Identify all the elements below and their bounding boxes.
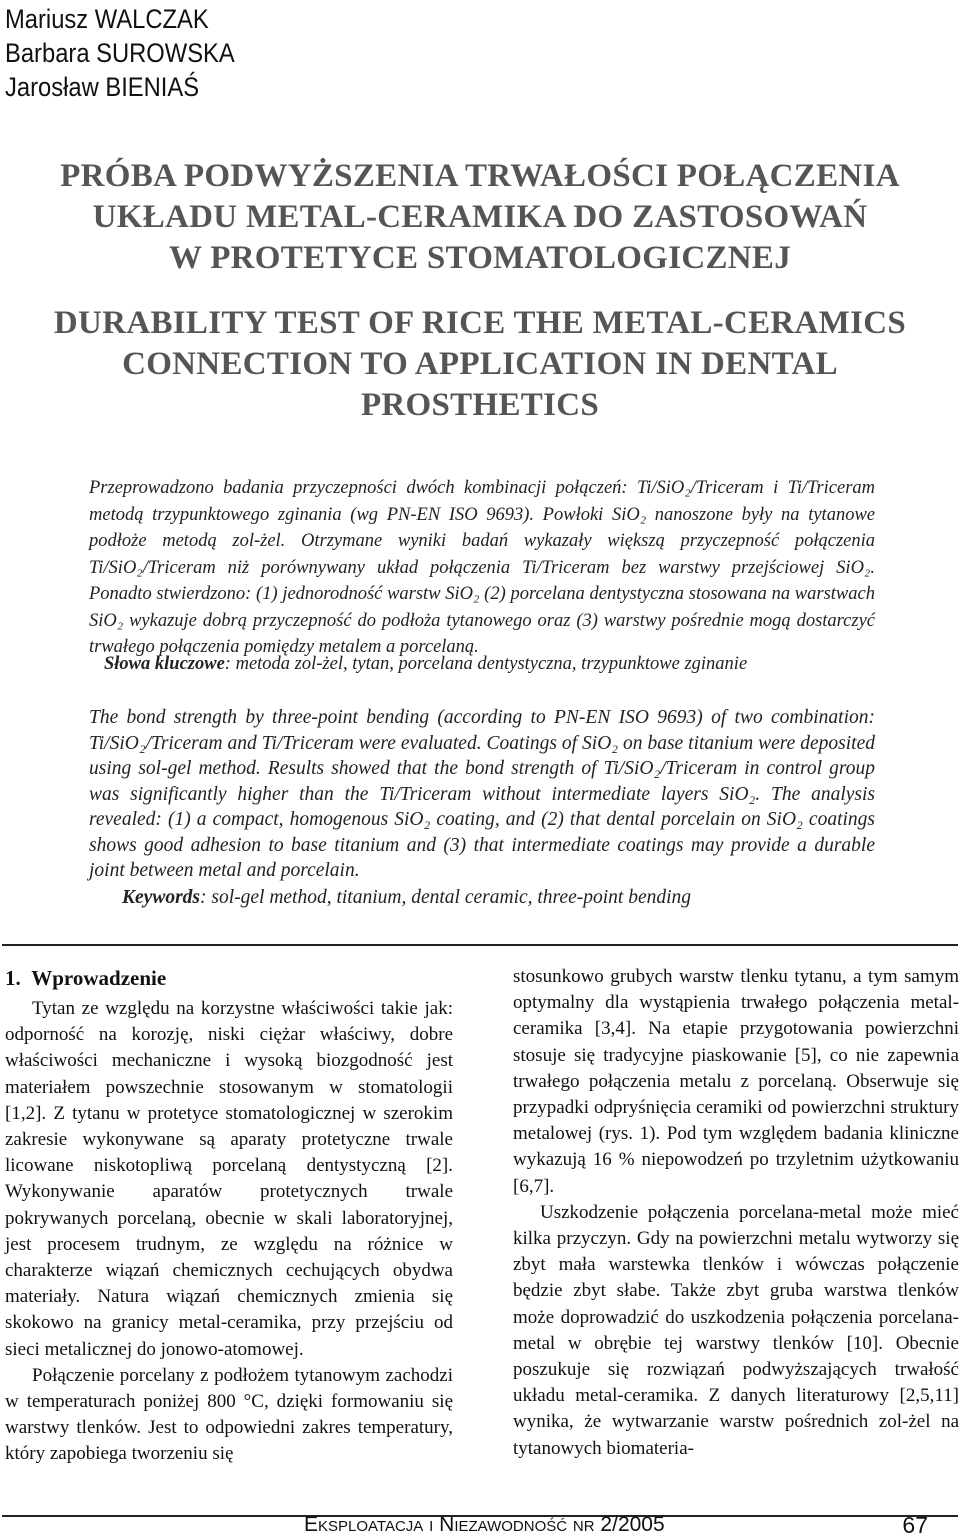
keywords-polish [104, 654, 747, 675]
keywords-text: : metoda zol-żel, tytan, porcelana dentystyczna, trzypunktowe zginanie [224, 654, 748, 674]
author-name: Mariusz WALCZAK [5, 4, 209, 34]
page-number: 67 [902, 1512, 928, 1538]
keywords-label: Keywords [122, 887, 200, 908]
section-number: 1. [5, 966, 21, 990]
paragraph: Tytan ze względu na korzystne właściwości takie jak: odporność na korozję, niski ciężar właściwy, dobre właściwości mechaniczne i wysoką biozgodność jest materiałem powszechnie stosowanym w stomatologii [1,2]. Z tytanu w protetyce stomatologicznej w szerokim zakresie wykonywane są aparaty protetyczne trwale licowane niskotopliwą porcelaną dentystyczną [2]. Wykonywanie aparatów protetycznych trwale pokrywanych porcelaną, obecnie w skali laboratoryjnej, jest procesem trudnym, ze względu na różnice w charakterze wiązań chemicznych cechujących obydwa materiały. Natura wiązań chemicznych zmienia się skokowo na granicy metal-ceramika, przy przejściu od sieci metalicznej do jonowo-atomowej. [5, 998, 453, 1360]
title-line: PRÓBA PODWYŻSZENIA TRWAŁOŚCI POŁĄCZENIA [60, 158, 900, 194]
divider [2, 944, 958, 946]
page-footer [0, 1512, 960, 1538]
title-line: W PROTETYCE STOMATOLOGICZNEJ [168, 240, 792, 276]
body-column-right [513, 964, 959, 1462]
keywords-label: Słowa kluczowe [104, 654, 225, 674]
title-line: UKŁADU METAL-CERAMIKA DO ZASTOSOWAŃ [92, 199, 868, 235]
keywords-english [122, 887, 691, 909]
paragraph: stosunkowo grubych warstw tlenku tytanu, a tym samym optymalny dla wystąpienia trwałego połączenia metal-ceramika [3,4]. Na etapie przygotowania powierzchni stosuje się tradycyjne piaskowanie [5], co nie zapewnia trwałego połączenia metalu z porcelaną. Obserwuje się przypadki odpryśnięcia ceramiki od powierzchni struktury metalowej (rys. 1). Pod tym względem badania kliniczne wykazują 16 % niepowodzeń po trzyletnim użytkowaniu [6,7]. [513, 966, 959, 1197]
title-line: PROSTHETICS [360, 387, 600, 423]
paragraph: Uszkodzenie połączenia porcelana-metal może mieć kilka przyczyn. Gdy na powierzchni metalu wytworzy się zbyt mała warstewka tlenków i wówczas połączenie będzie zbyt słabe. Także zbyt gruba warstwa tlenków może doprowadzić do uszkodzenia połączenia porcelana-metal w obrębie tej warstwy tlenków [10]. Obecnie poszukuje się rozwiązań podwyższających trwałość układu metal-ceramika. Z danych literaturowy [2,5,11] wynika, że wytwarzanie warstw pośrednich zol-żel na tytanowych biomateria- [513, 1201, 959, 1459]
abstract-english: The bond strength by three-point bending (according to PN-EN ISO 9693) of two combination: Ti/SiO₂/Triceram and Ti/Triceram were evaluated. Coatings of SiO₂ on base titanium were deposited using sol-gel method. Results showed that the bond strength of Ti/SiO₂/Triceram in control group was significantly higher than the Ti/Triceram without intermediate layers SiO₂. The analysis revealed: (1) a compact, homogenous SiO₂ coating, and (2) that dental porcelain on SiO₂ coatings shows good adhesion to base titanium and (3) that intermediate coatings may provide a durable joint between metal and porcelain. [89, 707, 875, 881]
author-name: Barbara SUROWSKA [5, 38, 235, 68]
author-list [5, 2, 266, 104]
section-heading [5, 964, 453, 992]
title-polish [0, 156, 960, 279]
keywords-text: : sol-gel method, titanium, dental ceramic, three-point bending [200, 887, 692, 908]
paragraph: Połączenie porcelany z podłożem tytanowym zachodzi w temperaturach poniżej 800 °C, dzięki formowaniu się warstwy tlenków. Jest to odpowiedni zakres temperatury, który zapobiega tworzeniu się [5, 1364, 453, 1465]
abstract-polish: Przeprowadzono badania przyczepności dwóch kombinacji połączeń: Ti/SiO₂/Triceram i Ti/Triceram metodą trzypunktowego zginania (wg PN-EN ISO 9693). Powłoki SiO₂ nanoszone były na tytanowe podłoże metodą zol-żel. Otrzymane wyniki badań wykazały większą przyczepność połączenia Ti/SiO₂/Triceram niż porównywany układ połączenia Ti/Triceram bez warstwy przejściowej SiO₂. Ponadto stwierdzono: (1) jednorodność warstw SiO₂ (2) porcelana dentystyczna stosowana na warstwach SiO₂ wykazuje dobrą przyczepność do podłoża tytanowego oraz (3) warstwy pośrednie mogą dostarczyć trwałego połączenia pomiędzy metalem a porcelaną. [89, 478, 875, 657]
title-english [0, 303, 960, 426]
journal-name: Eksploatacja i Niezawodność nr 2/2005 [304, 1513, 665, 1536]
section-title: Wprowadzenie [31, 966, 167, 990]
body-column-left [5, 964, 453, 1468]
title-line: DURABILITY TEST OF RICE THE METAL-CERAMICS [53, 305, 907, 341]
author-name: Jarosław BIENIAŚ [5, 72, 200, 102]
title-line: CONNECTION TO APPLICATION IN DENTAL [122, 346, 838, 382]
